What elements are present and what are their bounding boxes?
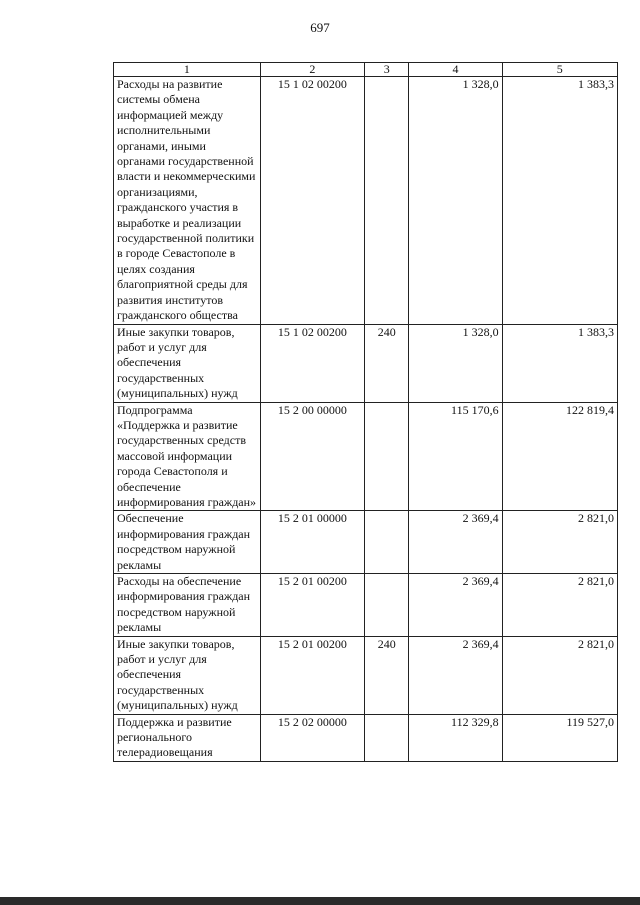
row-value-5: 2 821,0 — [502, 511, 617, 574]
row-name: Поддержка и развитие регионального телерадиовещания — [114, 714, 261, 761]
row-type — [364, 714, 409, 761]
row-type: 240 — [364, 324, 409, 402]
row-name: Иные закупки товаров, работ и услуг для обеспечения государственных (муниципальных) нужд — [114, 636, 261, 714]
row-code: 15 2 01 00000 — [260, 511, 364, 574]
row-type — [364, 511, 409, 574]
row-name: Подпрограмма «Поддержка и развитие государственных средств массовой информации города Севастополя и обеспечение информирования граждан» — [114, 402, 261, 511]
page-number: 697 — [310, 20, 330, 35]
column-header: 2 — [260, 63, 364, 77]
table-row — [114, 402, 618, 511]
row-name: Расходы на развитие системы обмена информацией между исполнительными органами, иными органами государственной власти и некоммерческими организациями, гражданского участия в выработке и реализации государственной политики в городе Севастополе в целях создания благоприятной среды для развития институтов гражданского общества — [114, 77, 261, 325]
row-value-5: 122 819,4 — [502, 402, 617, 511]
row-type: 240 — [364, 636, 409, 714]
table-row — [114, 636, 618, 714]
row-code: 15 2 02 00000 — [260, 714, 364, 761]
row-value-4: 115 170,6 — [409, 402, 502, 511]
row-type — [364, 574, 409, 637]
row-code: 15 2 00 00000 — [260, 402, 364, 511]
column-header: 5 — [502, 63, 617, 77]
row-name: Иные закупки товаров, работ и услуг для обеспечения государственных (муниципальных) нужд — [114, 324, 261, 402]
column-header: 3 — [364, 63, 409, 77]
column-header: 4 — [409, 63, 502, 77]
row-value-5: 2 821,0 — [502, 636, 617, 714]
column-header: 1 — [114, 63, 261, 77]
row-value-5: 1 383,3 — [502, 324, 617, 402]
row-value-4: 2 369,4 — [409, 574, 502, 637]
table-row — [114, 511, 618, 574]
row-code: 15 1 02 00200 — [260, 77, 364, 325]
row-code: 15 2 01 00200 — [260, 574, 364, 637]
row-value-4: 2 369,4 — [409, 511, 502, 574]
row-name: Расходы на обеспечение информирования граждан посредством наружной рекламы — [114, 574, 261, 637]
table-row — [114, 574, 618, 637]
budget-table — [113, 62, 618, 762]
row-value-5: 1 383,3 — [502, 77, 617, 325]
table-row — [114, 714, 618, 761]
row-name: Обеспечение информирования граждан посредством наружной рекламы — [114, 511, 261, 574]
table-header-row — [114, 63, 618, 77]
table-row — [114, 77, 618, 325]
row-type — [364, 402, 409, 511]
row-value-4: 1 328,0 — [409, 77, 502, 325]
row-value-4: 112 329,8 — [409, 714, 502, 761]
scan-edge — [0, 897, 640, 905]
table-row — [114, 324, 618, 402]
row-code: 15 1 02 00200 — [260, 324, 364, 402]
row-value-5: 2 821,0 — [502, 574, 617, 637]
row-value-4: 2 369,4 — [409, 636, 502, 714]
row-code: 15 2 01 00200 — [260, 636, 364, 714]
row-value-4: 1 328,0 — [409, 324, 502, 402]
row-value-5: 119 527,0 — [502, 714, 617, 761]
row-type — [364, 77, 409, 325]
